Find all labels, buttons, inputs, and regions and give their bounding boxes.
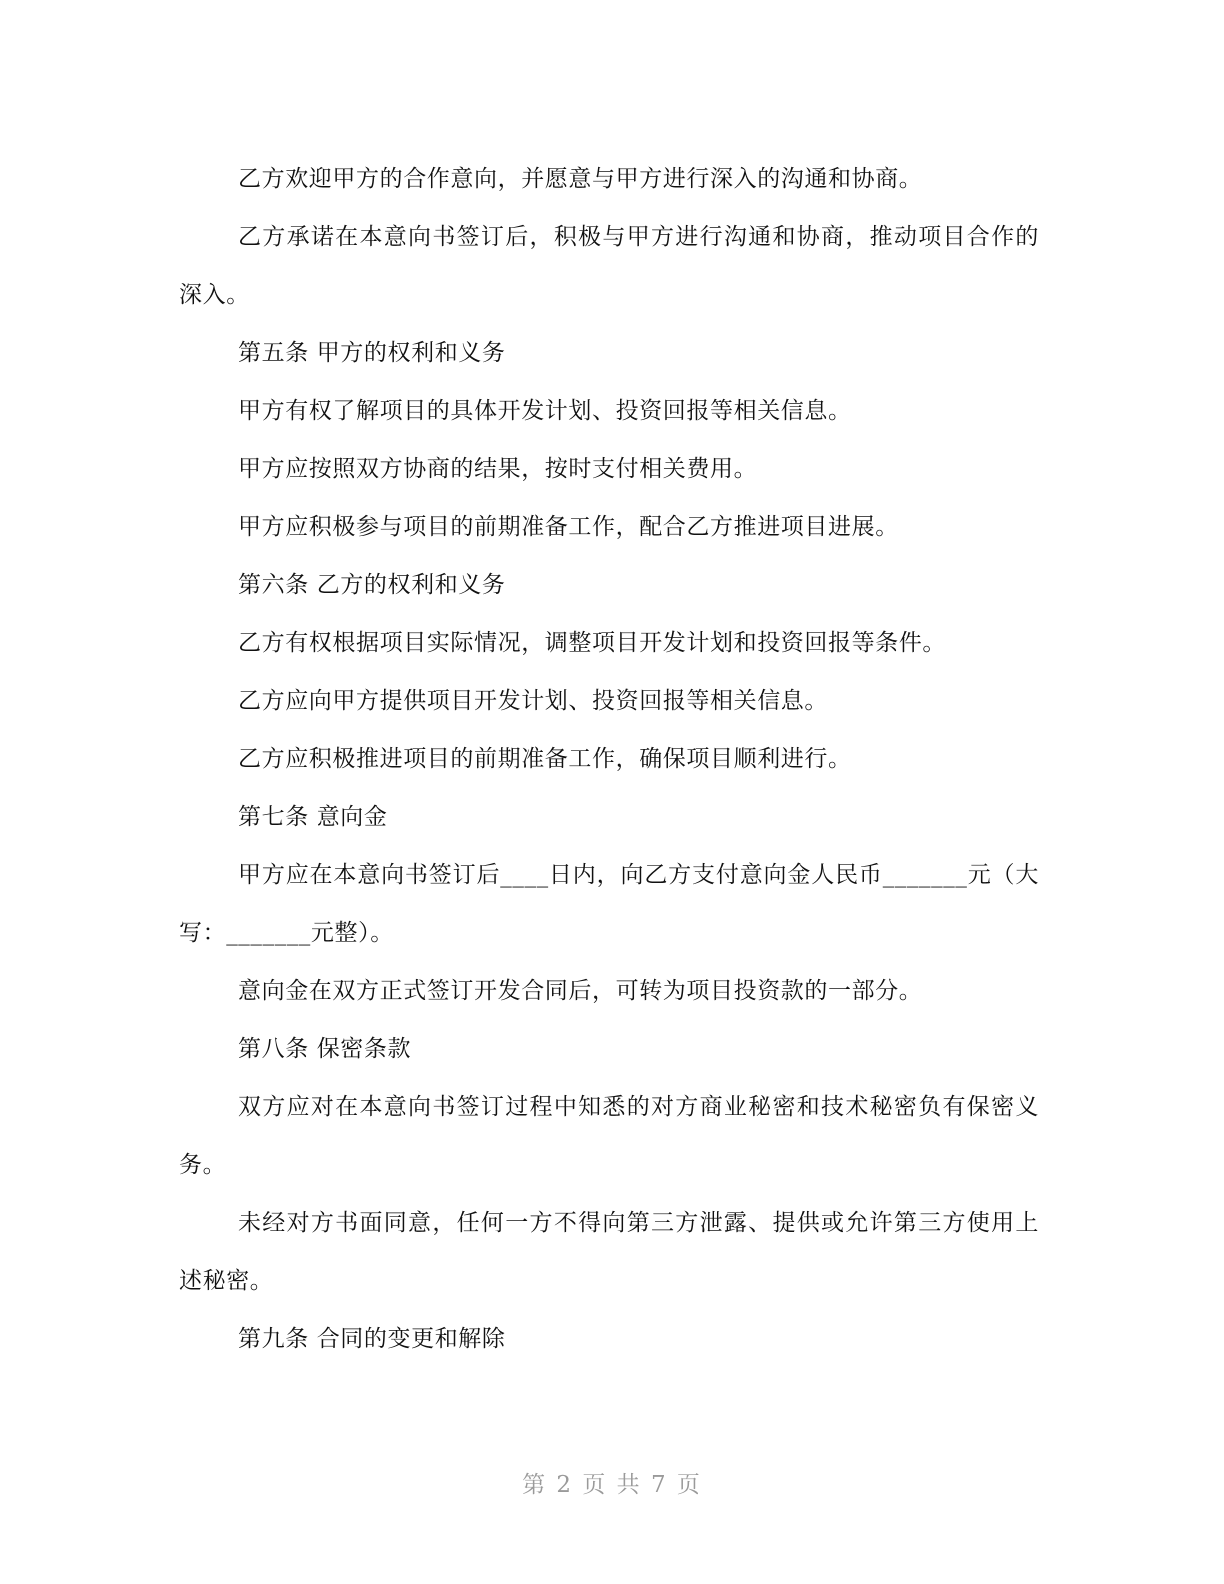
paragraph: 未经对方书面同意，任何一方不得向第三方泄露、提供或允许第三方使用上述秘密。 <box>179 1210 1039 1294</box>
paragraph: 意向金在双方正式签订开发合同后，可转为项目投资款的一部分。 <box>238 978 923 1004</box>
paragraph: 甲方有权了解项目的具体开发计划、投资回报等相关信息。 <box>238 398 852 424</box>
section-heading: 第八条 保密条款 <box>238 1036 412 1062</box>
page-footer <box>0 1466 1224 1499</box>
paragraph: 甲方应积极参与项目的前期准备工作，配合乙方推进项目进展。 <box>238 514 899 540</box>
paragraph: 乙方承诺在本意向书签订后，积极与甲方进行沟通和协商，推动项目合作的深入。 <box>179 224 1039 308</box>
paragraph: 甲方应按照双方协商的结果，按时支付相关费用。 <box>238 456 758 482</box>
page-number-label: 第 2 页 共 7 页 <box>522 1472 702 1498</box>
section-heading: 第五条 甲方的权利和义务 <box>238 340 506 366</box>
paragraph: 双方应对在本意向书签订过程中知悉的对方商业秘密和技术秘密负有保密义务。 <box>179 1094 1039 1178</box>
paragraph: 乙方应向甲方提供项目开发计划、投资回报等相关信息。 <box>238 688 828 714</box>
section-heading: 第七条 意向金 <box>238 804 388 830</box>
section-heading: 第六条 乙方的权利和义务 <box>238 572 506 598</box>
paragraph: 乙方有权根据项目实际情况，调整项目开发计划和投资回报等条件。 <box>238 630 946 656</box>
paragraph: 乙方欢迎甲方的合作意向，并愿意与甲方进行深入的沟通和协商。 <box>238 166 923 192</box>
paragraph: 甲方应在本意向书签订后____日内，向乙方支付意向金人民币_______元（大写：_______元整）。 <box>179 862 1039 946</box>
paragraph: 乙方应积极推进项目的前期准备工作，确保项目顺利进行。 <box>238 746 852 772</box>
document-body <box>179 150 1039 1368</box>
section-heading: 第九条 合同的变更和解除 <box>238 1326 506 1352</box>
